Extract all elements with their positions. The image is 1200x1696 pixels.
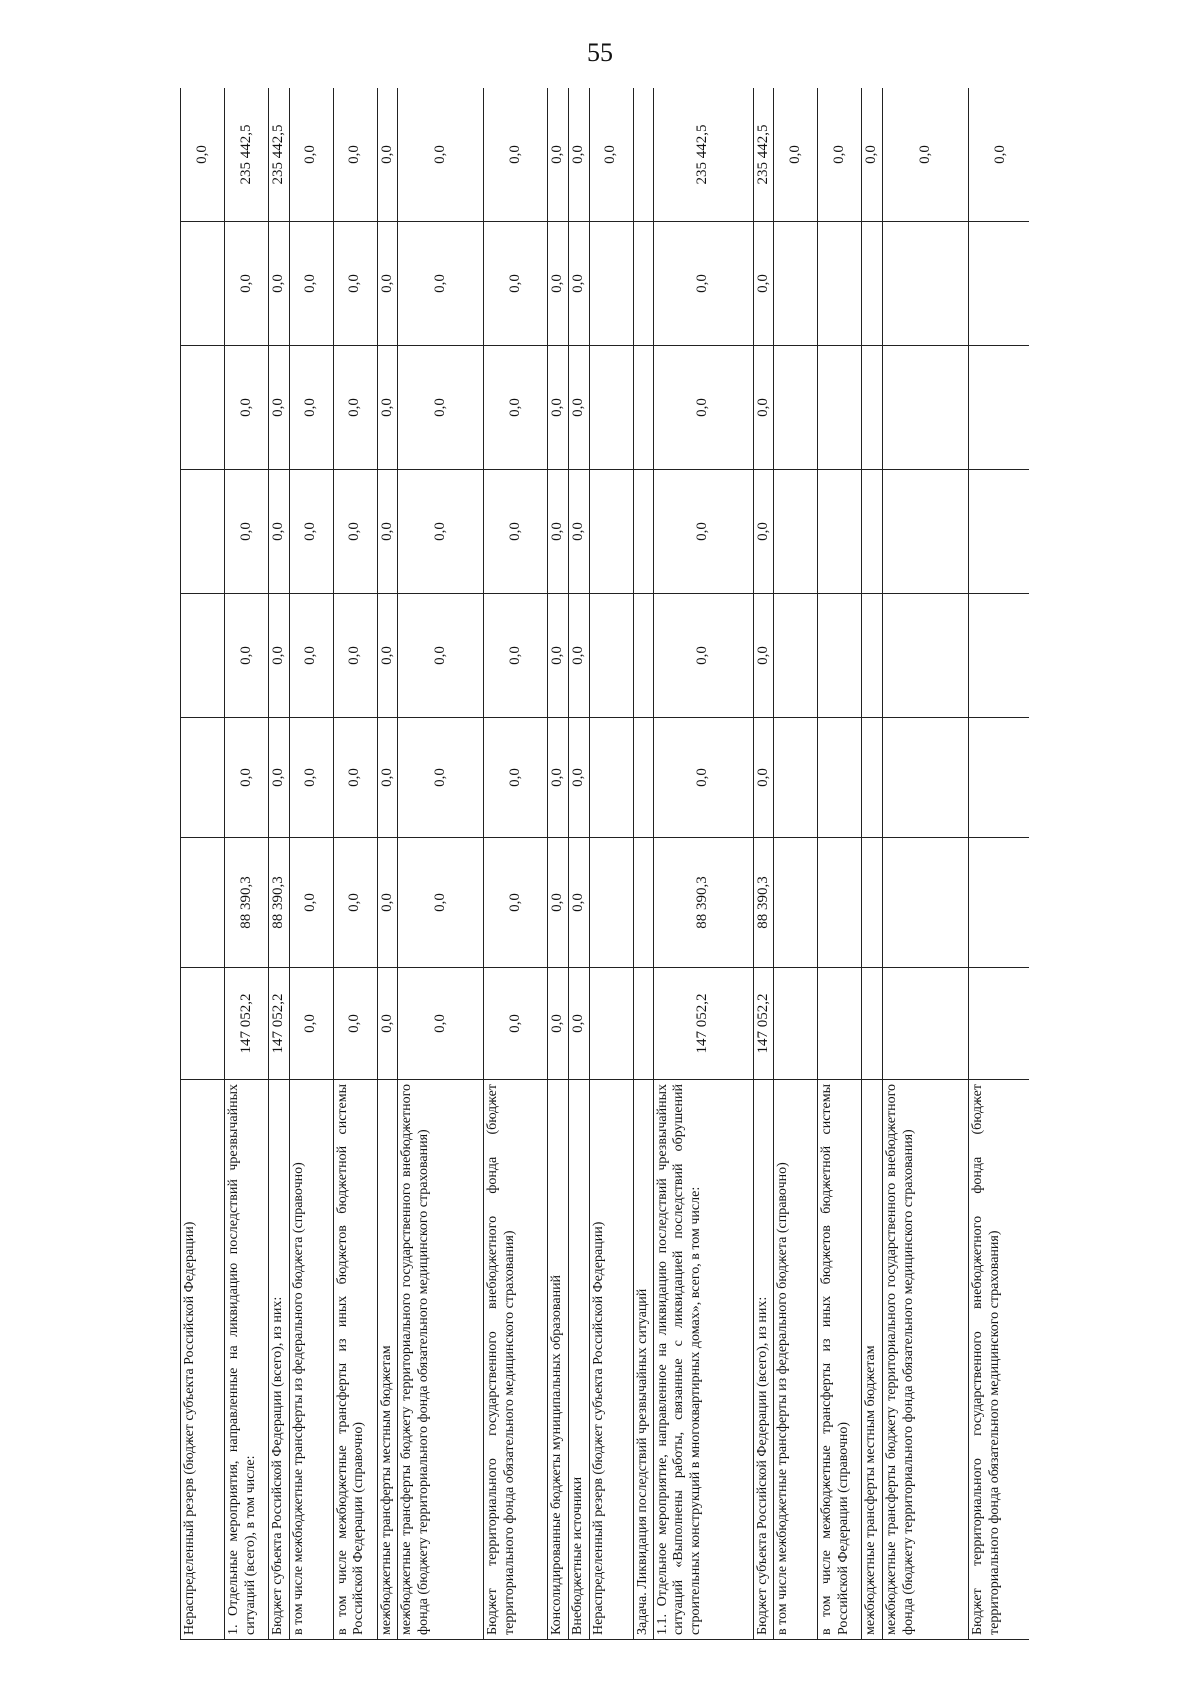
value-cell: 0,0 (289, 470, 333, 594)
total-cell: 235 442,5 (269, 88, 290, 222)
total-cell: 0,0 (569, 88, 590, 222)
rotated-table-area (180, 88, 1029, 1640)
value-cell (818, 222, 862, 346)
rotated-table-frame (180, 88, 1029, 1640)
value-cell: 88 390,3 (269, 838, 290, 968)
value-cell: 0,0 (289, 346, 333, 470)
value-cell: 88 390,3 (753, 838, 774, 968)
value-cell (883, 222, 969, 346)
value-cell (969, 594, 1029, 718)
value-cell: 0,0 (484, 222, 548, 346)
total-cell: 0,0 (289, 88, 333, 222)
value-cell: 0,0 (484, 594, 548, 718)
value-cell: 0,0 (548, 968, 569, 1080)
row-label: межбюджетные трансферты бюджету территориального государственного внебюджетного фонда (бюджету территориального фонда обязательного медицинского страхования) (398, 1080, 484, 1640)
value-cell: 0,0 (377, 718, 398, 838)
value-cell (589, 838, 633, 968)
value-cell (774, 594, 818, 718)
table-row (633, 88, 653, 1640)
row-label: Нераспределенный резерв (бюджет субъекта Российской Федерации) (589, 1080, 633, 1640)
value-cell: 147 052,2 (269, 968, 290, 1080)
value-cell (774, 838, 818, 968)
total-cell: 235 442,5 (653, 88, 753, 222)
value-cell (774, 346, 818, 470)
value-cell (818, 838, 862, 968)
table-row (818, 88, 862, 1640)
row-label: 1. Отдельные мероприятия, направленные на ликвидацию последствий чрезвычайных ситуаций (всего), в том числе: (225, 1080, 269, 1640)
total-cell: 0,0 (818, 88, 862, 222)
value-cell (969, 718, 1029, 838)
value-cell (589, 346, 633, 470)
value-cell: 0,0 (377, 346, 398, 470)
value-cell (883, 346, 969, 470)
value-cell: 0,0 (484, 470, 548, 594)
value-cell (589, 968, 633, 1080)
value-cell (633, 222, 653, 346)
value-cell (969, 470, 1029, 594)
value-cell (181, 718, 225, 838)
value-cell: 0,0 (333, 968, 377, 1080)
total-cell: 0,0 (181, 88, 225, 222)
value-cell: 0,0 (333, 222, 377, 346)
value-cell: 0,0 (569, 346, 590, 470)
table-row (333, 88, 377, 1640)
value-cell: 0,0 (289, 718, 333, 838)
total-cell: 0,0 (883, 88, 969, 222)
table-row (289, 88, 333, 1640)
row-label: Консолидированные бюджеты муниципальных образований (548, 1080, 569, 1640)
value-cell: 0,0 (289, 838, 333, 968)
value-cell (633, 470, 653, 594)
value-cell: 0,0 (548, 838, 569, 968)
value-cell (862, 594, 883, 718)
value-cell (883, 718, 969, 838)
total-cell (633, 88, 653, 222)
value-cell (589, 222, 633, 346)
value-cell: 0,0 (548, 346, 569, 470)
value-cell: 0,0 (484, 718, 548, 838)
table-row (653, 88, 753, 1640)
value-cell (181, 594, 225, 718)
value-cell (969, 838, 1029, 968)
value-cell: 0,0 (569, 594, 590, 718)
value-cell: 0,0 (484, 968, 548, 1080)
value-cell: 0,0 (548, 718, 569, 838)
value-cell: 0,0 (398, 968, 484, 1080)
total-cell: 235 442,5 (225, 88, 269, 222)
value-cell: 0,0 (377, 968, 398, 1080)
value-cell (862, 346, 883, 470)
value-cell: 0,0 (333, 470, 377, 594)
value-cell (818, 346, 862, 470)
value-cell: 147 052,2 (653, 968, 753, 1080)
value-cell: 0,0 (548, 470, 569, 594)
value-cell (774, 222, 818, 346)
value-cell: 88 390,3 (225, 838, 269, 968)
total-cell: 0,0 (548, 88, 569, 222)
value-cell: 0,0 (398, 222, 484, 346)
total-cell: 0,0 (774, 88, 818, 222)
value-cell: 0,0 (289, 968, 333, 1080)
value-cell: 0,0 (753, 470, 774, 594)
value-cell: 0,0 (548, 594, 569, 718)
table-row (225, 88, 269, 1640)
table-row (589, 88, 633, 1640)
table-row (969, 88, 1029, 1640)
value-cell: 0,0 (289, 594, 333, 718)
value-cell: 0,0 (653, 718, 753, 838)
table-row (269, 88, 290, 1640)
value-cell: 0,0 (333, 838, 377, 968)
value-cell: 0,0 (398, 718, 484, 838)
row-label: Внебюджетные источники (569, 1080, 590, 1640)
row-label: межбюджетные трансферты местным бюджетам (377, 1080, 398, 1640)
value-cell (862, 838, 883, 968)
value-cell (774, 470, 818, 594)
page-number: 55 (587, 38, 613, 67)
row-label: межбюджетные трансферты местным бюджетам (862, 1080, 883, 1640)
value-cell: 0,0 (653, 470, 753, 594)
value-cell: 0,0 (653, 594, 753, 718)
total-cell: 0,0 (377, 88, 398, 222)
value-cell: 147 052,2 (225, 968, 269, 1080)
value-cell: 147 052,2 (753, 968, 774, 1080)
total-cell: 0,0 (484, 88, 548, 222)
value-cell (181, 346, 225, 470)
value-cell: 0,0 (377, 594, 398, 718)
value-cell (818, 470, 862, 594)
table-row (883, 88, 969, 1640)
row-label: Бюджет субъекта Российской Федерации (всего), из них: (269, 1080, 290, 1640)
total-cell: 0,0 (398, 88, 484, 222)
value-cell: 0,0 (333, 346, 377, 470)
value-cell (969, 222, 1029, 346)
value-cell: 0,0 (398, 594, 484, 718)
value-cell (862, 470, 883, 594)
value-cell (818, 594, 862, 718)
value-cell (181, 968, 225, 1080)
value-cell (589, 594, 633, 718)
value-cell: 0,0 (398, 838, 484, 968)
value-cell (589, 470, 633, 594)
table-row (774, 88, 818, 1640)
value-cell: 0,0 (333, 594, 377, 718)
value-cell: 0,0 (484, 346, 548, 470)
row-label: Бюджет территориального государственного внебюджетного фонда (бюджет территориального фонда обязательного медицинского страхования) (484, 1080, 548, 1640)
value-cell: 0,0 (569, 470, 590, 594)
total-cell: 0,0 (969, 88, 1029, 222)
value-cell: 0,0 (753, 222, 774, 346)
total-cell: 235 442,5 (753, 88, 774, 222)
value-cell: 0,0 (569, 838, 590, 968)
value-cell (181, 222, 225, 346)
table-row (181, 88, 225, 1640)
value-cell: 0,0 (753, 594, 774, 718)
value-cell (969, 346, 1029, 470)
row-label: в том числе межбюджетные трансферты из федерального бюджета (справочно) (289, 1080, 333, 1640)
row-label: Бюджет территориального государственного внебюджетного фонда (бюджет территориального фонда обязательного медицинского страхования) (969, 1080, 1029, 1640)
row-label: Нераспределенный резерв (бюджет субъекта Российской Федерации) (181, 1080, 225, 1640)
value-cell (774, 968, 818, 1080)
value-cell: 0,0 (653, 222, 753, 346)
value-cell: 0,0 (548, 222, 569, 346)
value-cell: 0,0 (569, 968, 590, 1080)
value-cell (181, 838, 225, 968)
table-row (862, 88, 883, 1640)
value-cell: 0,0 (484, 838, 548, 968)
value-cell (969, 968, 1029, 1080)
value-cell (862, 718, 883, 838)
value-cell (862, 968, 883, 1080)
value-cell (181, 470, 225, 594)
table-row (548, 88, 569, 1640)
total-cell: 0,0 (589, 88, 633, 222)
row-label: межбюджетные трансферты бюджету территориального государственного внебюджетного фонда (бюджету территориального фонда обязательного медицинского страхования) (883, 1080, 969, 1640)
value-cell (633, 346, 653, 470)
value-cell (774, 718, 818, 838)
value-cell (862, 222, 883, 346)
value-cell: 88 390,3 (653, 838, 753, 968)
value-cell: 0,0 (753, 718, 774, 838)
table-row (484, 88, 548, 1640)
value-cell: 0,0 (569, 718, 590, 838)
value-cell: 0,0 (333, 718, 377, 838)
row-label: в том числе межбюджетные трансферты из иных бюджетов бюджетной системы Российской Федерации (справочно) (818, 1080, 862, 1640)
value-cell: 0,0 (569, 222, 590, 346)
value-cell (633, 838, 653, 968)
value-cell (633, 594, 653, 718)
table-body (181, 88, 1030, 1640)
value-cell: 0,0 (653, 346, 753, 470)
value-cell: 0,0 (225, 346, 269, 470)
value-cell: 0,0 (225, 222, 269, 346)
value-cell (883, 470, 969, 594)
value-cell (883, 838, 969, 968)
table-row (398, 88, 484, 1640)
value-cell (883, 968, 969, 1080)
table-row (377, 88, 398, 1640)
value-cell: 0,0 (269, 470, 290, 594)
value-cell: 0,0 (269, 718, 290, 838)
row-label: 1.1. Отдельное мероприятие, направленное на ликвидацию последствий чрезвычайных ситуаций «Выполнены работы, связанные с ликвидацией последствий обрушений строительных конструкций в многоквартирных домах», всего, в том числе: (653, 1080, 753, 1640)
value-cell: 0,0 (377, 470, 398, 594)
value-cell (818, 718, 862, 838)
value-cell: 0,0 (377, 838, 398, 968)
total-cell: 0,0 (862, 88, 883, 222)
row-label: в том числе межбюджетные трансферты из федерального бюджета (справочно) (774, 1080, 818, 1640)
value-cell (818, 968, 862, 1080)
value-cell (589, 718, 633, 838)
total-cell: 0,0 (333, 88, 377, 222)
value-cell (883, 594, 969, 718)
value-cell (633, 718, 653, 838)
value-cell: 0,0 (225, 470, 269, 594)
value-cell: 0,0 (377, 222, 398, 346)
row-label: Бюджет субъекта Российской Федерации (всего), из них: (753, 1080, 774, 1640)
value-cell: 0,0 (398, 346, 484, 470)
budget-table (180, 88, 1029, 1640)
table-row (753, 88, 774, 1640)
table-row (569, 88, 590, 1640)
value-cell: 0,0 (269, 222, 290, 346)
row-label: в том числе межбюджетные трансферты из иных бюджетов бюджетной системы Российской Федерации (справочно) (333, 1080, 377, 1640)
value-cell: 0,0 (753, 346, 774, 470)
value-cell: 0,0 (225, 594, 269, 718)
row-label: Задача. Ликвидация последствий чрезвычайных ситуаций (633, 1080, 653, 1640)
value-cell: 0,0 (398, 470, 484, 594)
value-cell: 0,0 (269, 346, 290, 470)
value-cell: 0,0 (289, 222, 333, 346)
value-cell: 0,0 (269, 594, 290, 718)
value-cell: 0,0 (225, 718, 269, 838)
value-cell (633, 968, 653, 1080)
